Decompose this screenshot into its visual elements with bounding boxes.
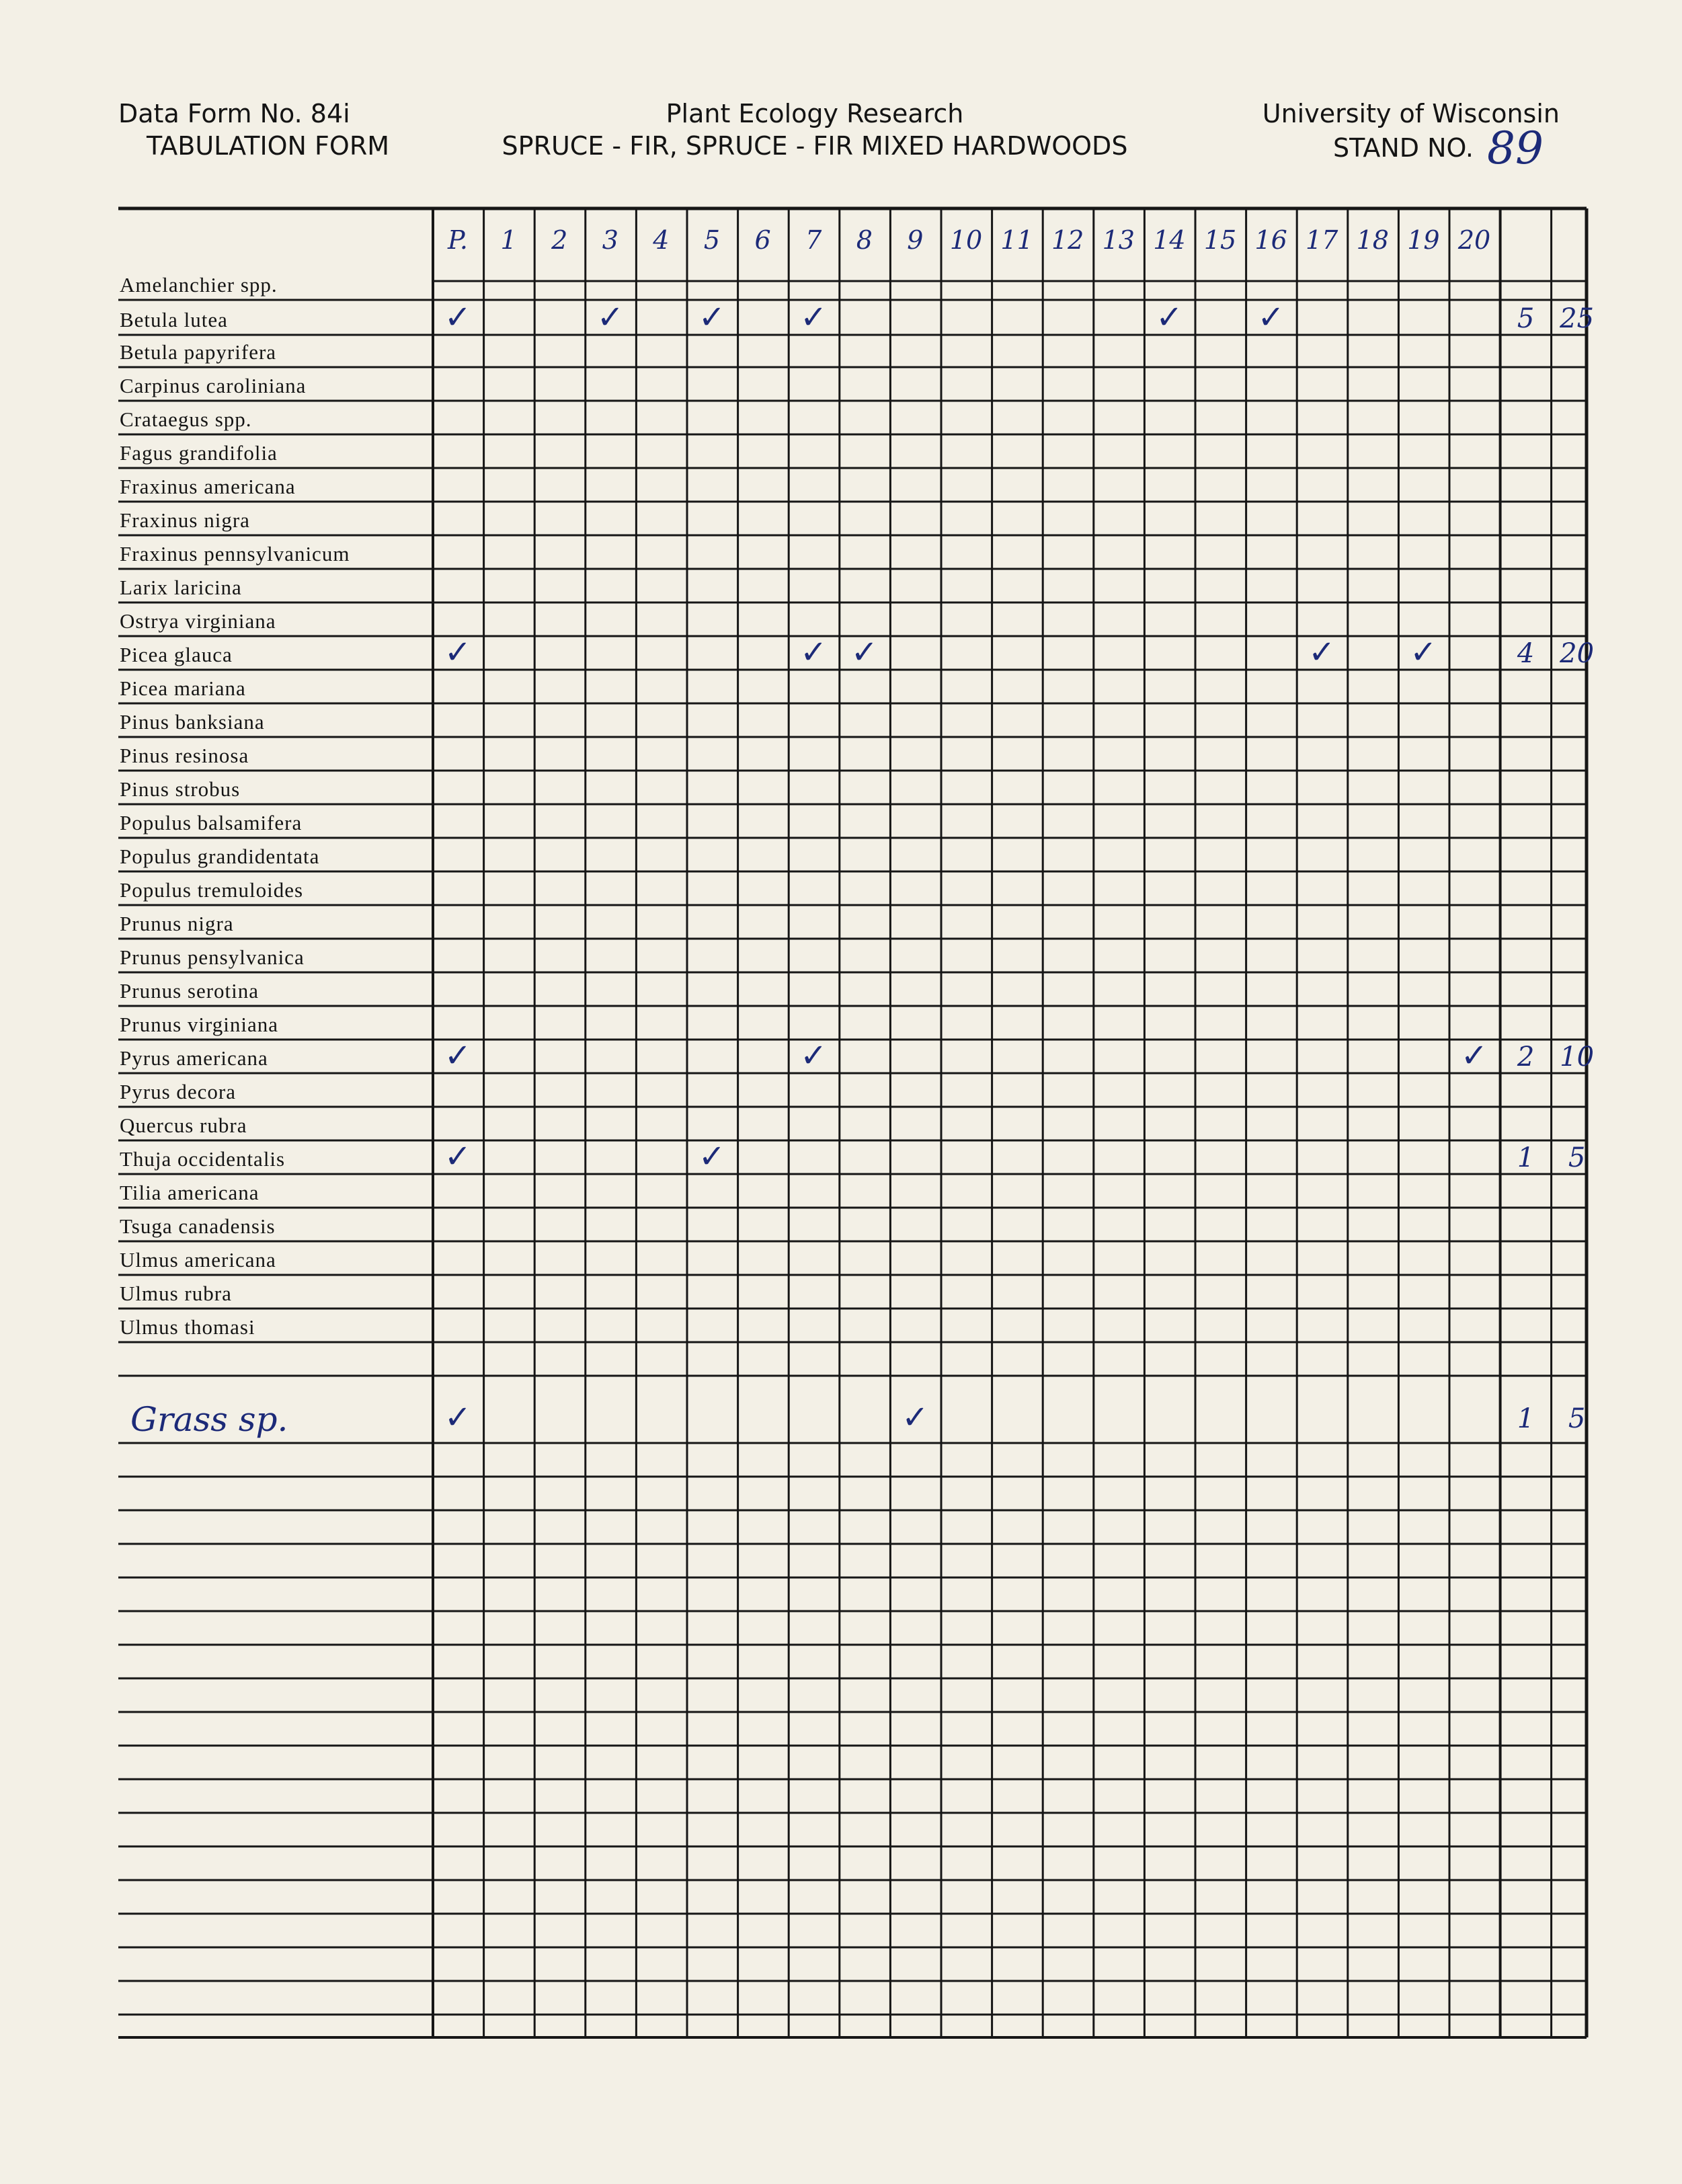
species-name: Prunus nigra bbox=[120, 912, 234, 935]
check-mark: ✓ bbox=[902, 1399, 929, 1436]
species-name: Ulmus rubra bbox=[120, 1282, 232, 1305]
species-name: Pyrus americana bbox=[120, 1046, 268, 1070]
species-name: Populus balsamifera bbox=[120, 811, 303, 834]
plot-count: 1 bbox=[1517, 1403, 1535, 1434]
plot-column-header: 10 bbox=[949, 225, 983, 255]
check-mark: ✓ bbox=[1460, 1037, 1488, 1075]
plot-column-header: 4 bbox=[653, 225, 670, 255]
check-mark: ✓ bbox=[596, 299, 624, 336]
plot-count: 2 bbox=[1517, 1042, 1535, 1072]
species-name: Fraxinus nigra bbox=[120, 508, 250, 532]
species-name: Carpinus caroliniana bbox=[120, 374, 307, 397]
check-mark: ✓ bbox=[850, 633, 878, 671]
species-name: Picea mariana bbox=[120, 676, 246, 700]
frequency-percent: 10 bbox=[1560, 1042, 1595, 1072]
species-name: Populus grandidentata bbox=[120, 845, 320, 868]
species-name: Tsuga canadensis bbox=[120, 1214, 276, 1238]
plot-count: 4 bbox=[1517, 638, 1535, 669]
plot-count: 1 bbox=[1517, 1142, 1535, 1173]
check-mark: ✓ bbox=[444, 1037, 472, 1075]
plot-column-header: 19 bbox=[1407, 225, 1440, 255]
plot-column-header: 3 bbox=[602, 225, 618, 255]
check-mark: ✓ bbox=[444, 299, 472, 336]
species-name: Thuja occidentalis bbox=[120, 1147, 286, 1171]
plot-column-header: 6 bbox=[754, 225, 771, 255]
plot-column-header: 5 bbox=[703, 225, 721, 255]
check-mark: ✓ bbox=[1410, 633, 1437, 671]
species-name: Prunus pensylvanica bbox=[120, 945, 305, 969]
species-name: Fraxinus americana bbox=[120, 475, 296, 498]
species-name: Picea glauca bbox=[120, 643, 233, 666]
species-name: Fagus grandifolia bbox=[120, 441, 278, 465]
plot-column-header: 16 bbox=[1254, 225, 1287, 255]
plot-column-header: 12 bbox=[1051, 225, 1084, 255]
plot-column-header: 11 bbox=[1000, 225, 1033, 255]
form-type: TABULATION FORM bbox=[147, 131, 390, 161]
species-name: Betula papyrifera bbox=[120, 340, 277, 364]
plot-column-header: P. bbox=[448, 225, 468, 255]
plot-column-header: 9 bbox=[907, 225, 924, 255]
species-name: Pyrus decora bbox=[120, 1080, 236, 1103]
check-mark: ✓ bbox=[1257, 299, 1285, 336]
species-name: Pinus resinosa bbox=[120, 744, 249, 767]
plot-column-header: 1 bbox=[500, 225, 517, 255]
handwritten-species-name: Grass sp. bbox=[130, 1400, 288, 1439]
plot-count: 5 bbox=[1517, 303, 1535, 334]
frequency-percent: 20 bbox=[1560, 638, 1595, 669]
species-name: Prunus virginiana bbox=[120, 1013, 278, 1036]
institution-name: University of Wisconsin bbox=[1262, 99, 1560, 128]
plot-column-header: 7 bbox=[805, 225, 822, 255]
species-name: Quercus rubra bbox=[120, 1114, 247, 1137]
plot-column-header: 17 bbox=[1306, 225, 1338, 255]
form-number: Data Form No. 84i bbox=[118, 99, 350, 128]
check-mark: ✓ bbox=[698, 299, 726, 336]
stand-number-label: STAND NO. bbox=[1332, 133, 1474, 163]
check-mark: ✓ bbox=[444, 1138, 472, 1175]
species-name: Populus tremuloides bbox=[120, 878, 304, 902]
species-name: Pinus strobus bbox=[120, 777, 241, 801]
check-mark: ✓ bbox=[800, 633, 828, 671]
forest-type-title: SPRUCE - FIR, SPRUCE - FIR MIXED HARDWOODS bbox=[502, 131, 1128, 161]
plot-column-header: 13 bbox=[1102, 225, 1135, 255]
species-name: Ulmus americana bbox=[120, 1248, 276, 1272]
stand-number-value: 89 bbox=[1487, 122, 1544, 174]
plot-column-header: 8 bbox=[856, 225, 873, 255]
program-title: Plant Ecology Research bbox=[666, 99, 964, 128]
check-mark: ✓ bbox=[1156, 299, 1183, 336]
species-name: Tilia americana bbox=[120, 1181, 259, 1204]
species-name: Pinus banksiana bbox=[120, 710, 265, 734]
species-name: Amelanchier spp. bbox=[120, 273, 278, 297]
check-mark: ✓ bbox=[444, 1399, 472, 1436]
plot-column-header: 15 bbox=[1203, 225, 1237, 255]
plot-column-header: 14 bbox=[1153, 225, 1186, 255]
plot-column-header: 20 bbox=[1457, 225, 1491, 255]
species-name: Betula lutea bbox=[120, 308, 228, 332]
plot-column-header: 2 bbox=[551, 225, 568, 255]
check-mark: ✓ bbox=[1308, 633, 1336, 671]
check-mark: ✓ bbox=[698, 1138, 726, 1175]
species-name: Crataegus spp. bbox=[120, 407, 252, 431]
check-mark: ✓ bbox=[800, 299, 828, 336]
species-name: Ostrya virginiana bbox=[120, 609, 276, 633]
species-name: Fraxinus pennsylvanicum bbox=[120, 542, 350, 566]
species-name: Larix laricina bbox=[120, 576, 242, 599]
frequency-percent: 5 bbox=[1568, 1142, 1586, 1173]
species-name: Prunus serotina bbox=[120, 979, 259, 1003]
check-mark: ✓ bbox=[800, 1037, 828, 1075]
plot-column-header: 18 bbox=[1356, 225, 1389, 255]
frequency-percent: 5 bbox=[1568, 1403, 1586, 1434]
check-mark: ✓ bbox=[444, 633, 472, 671]
species-name: Ulmus thomasi bbox=[120, 1315, 255, 1339]
frequency-percent: 25 bbox=[1560, 303, 1595, 334]
